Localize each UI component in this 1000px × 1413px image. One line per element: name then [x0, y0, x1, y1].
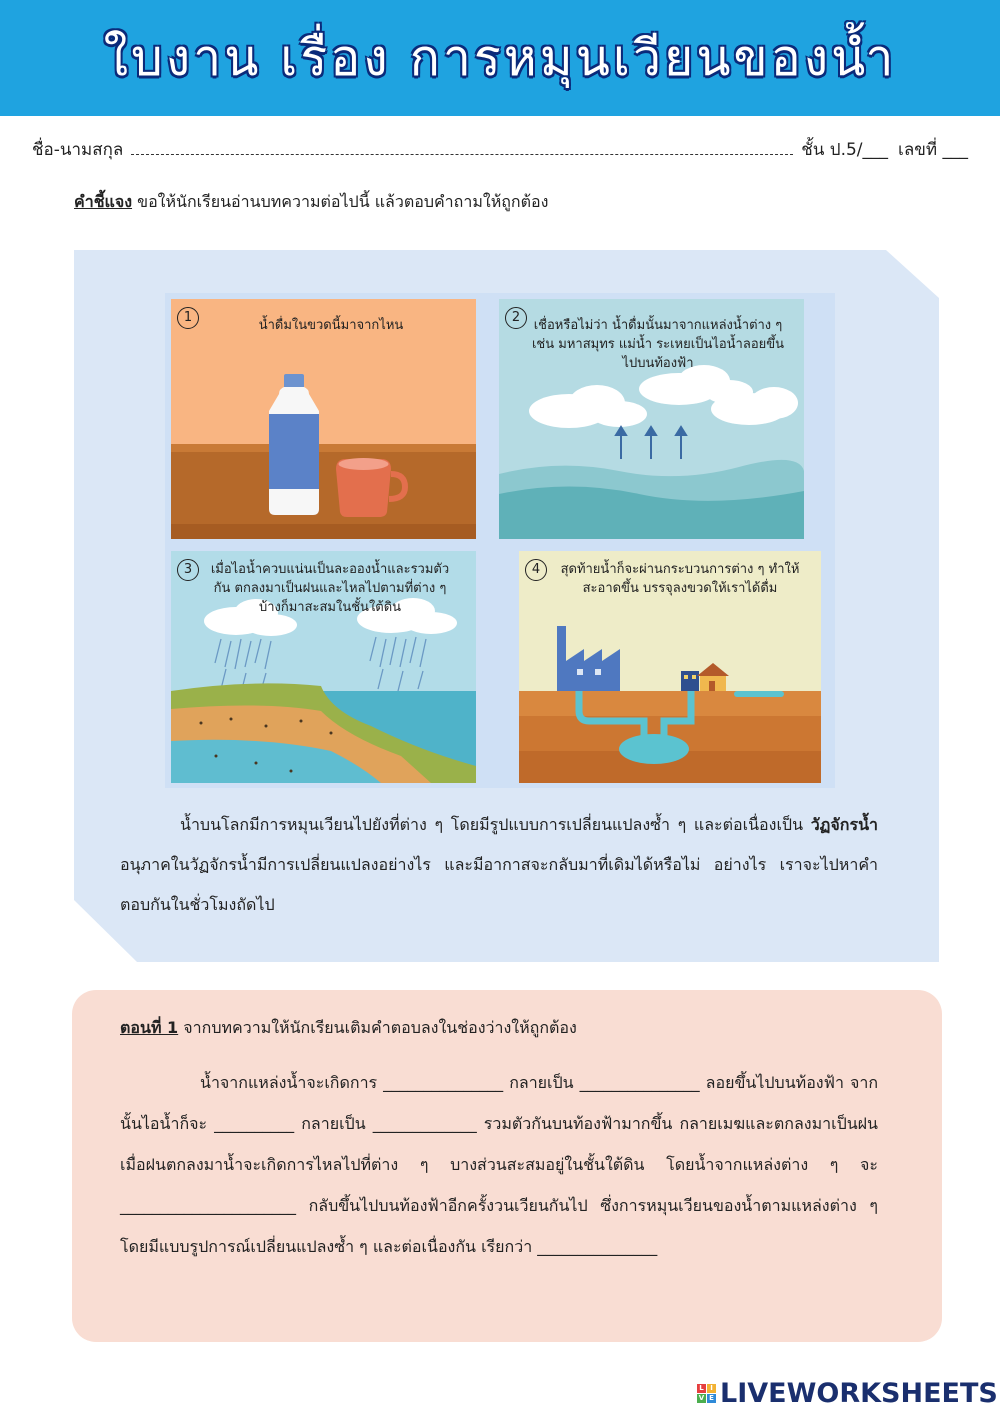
page-title: ใบงาน เรื่อง การหมุนเวียนของน้ำ	[103, 28, 897, 87]
panel-number: 3	[177, 559, 199, 581]
panel-caption: สุดท้ายน้ำก็จะผ่านกระบวนการต่าง ๆ ทำให้สะอาดขึ้น บรรจุลงขวดให้เราได้ดื่ม	[560, 562, 800, 596]
instruction	[74, 190, 548, 215]
panel-caption: น้ำดื่มในขวดนี้มาจากไหน	[258, 318, 404, 333]
article-text-2: อนุภาคในวัฏจักรน้ำมีการเปลี่ยนแปลงอย่างไร และมีอากาสจะกลับมาที่เดิมได้หรือไม่ อย่างไร เราจะไปหาคำตอบกันในชั่วโมงถัดไป	[120, 855, 878, 914]
part1-label: ตอนที่ 1	[120, 1018, 179, 1037]
logo-letter: V	[698, 1394, 705, 1402]
article-paragraph	[120, 805, 878, 925]
name-label: ชื่อ-นามสกุล	[32, 140, 124, 160]
logo-mark	[697, 1384, 716, 1403]
name-field[interactable]	[131, 140, 793, 155]
number-label[interactable]: เลขที่ ___	[898, 140, 968, 160]
panel-number: 4	[525, 559, 547, 581]
panel-caption: เมื่อไอน้ำควบแน่นเป็นละอองน้ำและรวมตัวกัน ตกลงมาเป็นฝนและไหลไปตามที่ต่าง ๆ บ้างก็มาสะสมในชั้นใต้ดิน	[210, 562, 450, 615]
water-cycle-illustration	[165, 293, 835, 788]
logo-letter: L	[697, 1384, 706, 1393]
panel-number: 1	[177, 307, 199, 329]
part1-heading	[120, 1016, 577, 1041]
instruction-text: ขอให้นักเรียนอ่านบทความต่อไปนี้ แล้วตอบคำถามให้ถูกต้อง	[132, 192, 549, 211]
panel-caption: เชื่อหรือไม่ว่า น้ำดื่มนั้นมาจากแหล่งน้ำต่าง ๆ เช่น มหาสมุทร แม่น้ำ ระเหยเป็นไอน้ำลอยขึ้นไปบนท้องฟ้า	[531, 318, 785, 371]
article-text-1: น้ำบนโลกมีการหมุนเวียนไปยังที่ต่าง ๆ โดยมีรูปแบบการเปลี่ยนแปลงซ้ำ ๆ และต่อเนื่องเป็น	[180, 815, 811, 834]
class-label[interactable]: ชั้น ป.5/___	[801, 140, 889, 160]
panel-2	[499, 299, 804, 539]
panel-1	[171, 299, 476, 539]
worksheet-header	[0, 0, 1000, 116]
panel-3	[171, 551, 476, 783]
part1-instruction: จากบทความให้นักเรียนเติมคำตอบลงในช่องว่างให้ถูกต้อง	[178, 1018, 577, 1037]
part1-fill-in-text[interactable]	[120, 1062, 878, 1267]
student-info-line	[32, 136, 968, 163]
instruction-label: คำชี้แจง	[74, 192, 133, 211]
logo-letter: E	[707, 1394, 716, 1403]
logo-letter: I	[707, 1384, 716, 1393]
panel-4	[519, 551, 821, 783]
article-bold-term: วัฏจักรน้ำ	[810, 815, 878, 834]
liveworksheets-logo	[697, 1378, 998, 1409]
panel-number: 2	[505, 307, 527, 329]
fill-in-paragraph[interactable]: น้ำจากแหล่งน้ำจะเกิดการ _______________ กลายเป็น _______________ ลอยขึ้นไปบนท้องฟ้า จากนั้นไอน้ำก็จะ __________ กลายเป็น _____________ รวมตัวกันบนท้องฟ้ามากขึ้น กลายเมฆและตกลงมาเป็นฝน เมื่อฝนตกลงมาน้ำจะเกิดการไหลไปที่ต่าง ๆ บางส่วนสะสมอยู่ในชั้นใต้ดิน โดยน้ำจากแหล่งต่าง ๆ จะ ______________________ กลับขึ้นไปบนท้องฟ้าอีกครั้งวนเวียนกันไป ซึ่งการหมุนเวียนของน้ำตามแหล่งต่าง ๆ โดยมีแบบรูปการณ์เปลี่ยนแปลงซ้ำ ๆ และต่อเนื่องกัน เรียกว่า _______________	[120, 1073, 878, 1256]
logo-text: LIVEWORKSHEETS	[720, 1378, 998, 1409]
